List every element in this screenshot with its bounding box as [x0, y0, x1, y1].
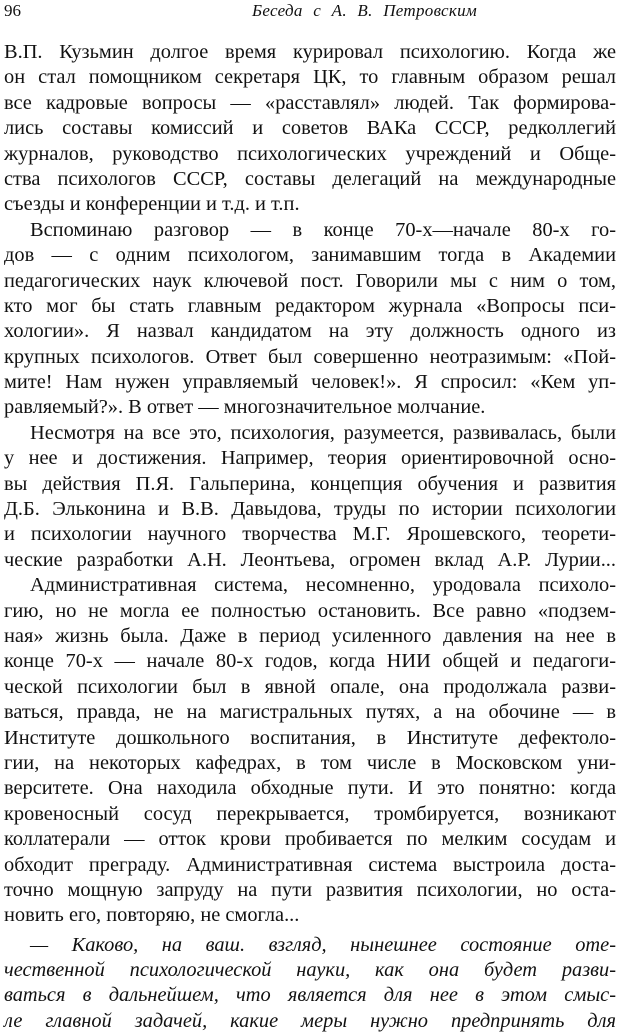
text-line: съезды и конференции и т.д. и т.п.	[4, 193, 300, 216]
question-line: чественной психологической науки, как она будет разви-	[4, 959, 616, 982]
text-line: вы действия П.Я. Гальперина, концепция обучения и развития	[4, 472, 616, 495]
text-line: хологии». Я назвал кандидатом на эту должность одного из	[4, 320, 616, 343]
text-line: лись составы комиссий и советов ВАКа СССР, редколлегий	[4, 117, 616, 140]
text-line: журналов, руководство психологических учреждений и Обще-	[4, 142, 616, 165]
text-line: В.П. Кузьмин долгое время курировал психологию. Когда же	[4, 41, 616, 63]
text-line: и психологии научного творчества М.Г. Ярошевского, теорети-	[4, 523, 616, 546]
running-title: Беседа с А. В. Петровским	[252, 1, 478, 20]
text-line: кто мог бы стать главным редактором журнала «Вопросы пси-	[4, 294, 616, 317]
page-header	[4, 1, 616, 25]
text-line: обходит преграду. Административная система выстроила доста-	[4, 853, 616, 876]
page-body	[4, 40, 616, 1034]
text-line: у нее и достижения. Например, теория ориентировочной осно-	[4, 447, 616, 470]
text-line: коллатерали — отток крови пробивается по мелким сосудам и	[4, 828, 616, 851]
interview-question	[4, 933, 616, 1034]
text-line: конце 70-х — начале 80-х годов, когда НИИ общей и педагоги-	[4, 650, 616, 673]
text-line: Административная система, несомненно, уродовала психоло-	[30, 574, 616, 597]
paragraph-4	[4, 573, 616, 928]
text-line: дов — с одним психологом, занимавшим тогда в Академии	[4, 244, 616, 267]
text-line: верситете. Она находила обходные пути. И это понятно: когда	[4, 777, 616, 800]
text-line: новить его, повторяю, не смогла...	[4, 904, 300, 927]
text-line: Д.Б. Эльконина и В.В. Давыдова, труды по истории психологии	[4, 498, 616, 521]
text-line: ческие разработки А.Н. Леонтьева, огромен вклад А.Р. Лурии...	[4, 548, 616, 571]
question-line: ле главной задачей, какие меры нужно предпринять для	[4, 1009, 616, 1032]
page-number: 96	[4, 1, 21, 20]
question-line: — Каково, на ваш. взгляд, нынешнее состояние оте-	[30, 933, 616, 956]
text-line: Вспоминаю разговор — в конце 70-х—начале 80-х го-	[30, 218, 616, 241]
text-line: Институте дошкольного воспитания, в Институте дефектоло-	[4, 726, 616, 749]
paragraph-2	[4, 218, 616, 421]
text-line: педагогических наук ключевой пост. Говорили мы с ним о том,	[4, 269, 616, 292]
text-line: Несмотря на все это, психология, разумеется, развивалась, были	[30, 421, 616, 444]
text-line: кровеносный сосуд перекрывается, тромбируется, возникают	[4, 802, 616, 825]
text-line: ства психологов СССР, составы делегаций на международные	[4, 167, 616, 190]
paragraph-3	[4, 421, 616, 573]
text-line: мите! Нам нужен управляемый человек!». Я спросил: «Кем уп-	[4, 371, 616, 394]
text-line: ная» жизнь была. Даже в период усиленного давления на нее в	[4, 624, 616, 647]
text-line: ваться, правда, не на магистральных путях, а на обочине — в	[4, 701, 616, 724]
text-line: все кадровые вопросы — «расставлял» людей. Так формирова-	[4, 91, 616, 114]
text-line: гию, но не могла ее полностью остановить. Все равно «подзем-	[4, 599, 616, 622]
text-line: ческой психологии был в явной опале, она продолжала разви-	[4, 675, 616, 698]
text-line: крупных психологов. Ответ был совершенно неотразимым: «Пой-	[4, 345, 616, 368]
text-line: гии, на некоторых кафедрах, в том числе в Московском уни-	[4, 751, 616, 774]
text-line: он стал помощником секретаря ЦК, то главным образом решал	[4, 66, 616, 89]
text-line: точно мощную запруду на пути развития психологии, но оста-	[4, 878, 616, 901]
text-line: равляемый?». В ответ — многозначительное молчание.	[4, 396, 486, 419]
paragraph-1	[4, 40, 616, 218]
question-line: ваться в дальнейшем, что является для нее в этом смыс-	[4, 984, 616, 1007]
